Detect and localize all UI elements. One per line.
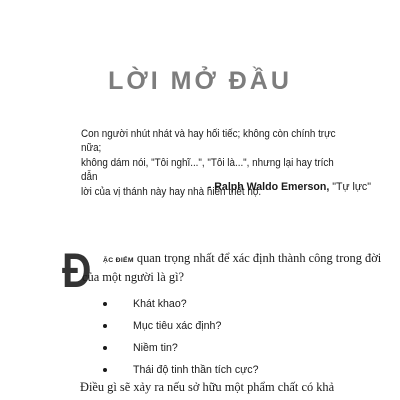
bullet-icon	[103, 324, 107, 328]
list-item-text: Khát khao?	[133, 298, 187, 310]
epigraph-attribution	[81, 181, 371, 193]
body-first-line	[103, 251, 381, 266]
epigraph-line: không dám nói, "Tôi nghĩ...", "Tôi là...", nhưng lại hay trích dẫn	[81, 156, 334, 184]
body-second-line: của một người là gì?	[82, 270, 185, 284]
epigraph-line: lời của vị thánh này hay nhà hiền triết nọ.	[81, 185, 262, 198]
list-item-text: Mục tiêu xác định?	[133, 320, 222, 332]
lead-smallcaps: ẶC ĐIỂM	[103, 257, 134, 264]
first-line-rest: quan trọng nhất để xác định thành công trong đời	[133, 251, 382, 265]
drop-cap: Đ	[62, 245, 92, 298]
attribution-work: "Tự lực"	[332, 181, 371, 193]
chapter-title: LỜI MỞ ĐẦU	[108, 67, 292, 95]
bullet-icon	[103, 302, 107, 306]
epigraph-line: Con người nhút nhát và hay hối tiếc; không còn chính trực nữa;	[81, 128, 336, 155]
list-item-text: Niềm tin?	[133, 342, 178, 354]
list-item-text: Thái độ tinh thần tích cực?	[133, 364, 259, 376]
bullet-icon	[103, 346, 107, 350]
bullet-icon	[103, 368, 107, 372]
body-closing-line: Điều gì sẽ xảy ra nếu sở hữu một phẩm chất có khả	[80, 380, 335, 394]
attribution-author: - Ralph Waldo Emerson,	[207, 181, 330, 193]
